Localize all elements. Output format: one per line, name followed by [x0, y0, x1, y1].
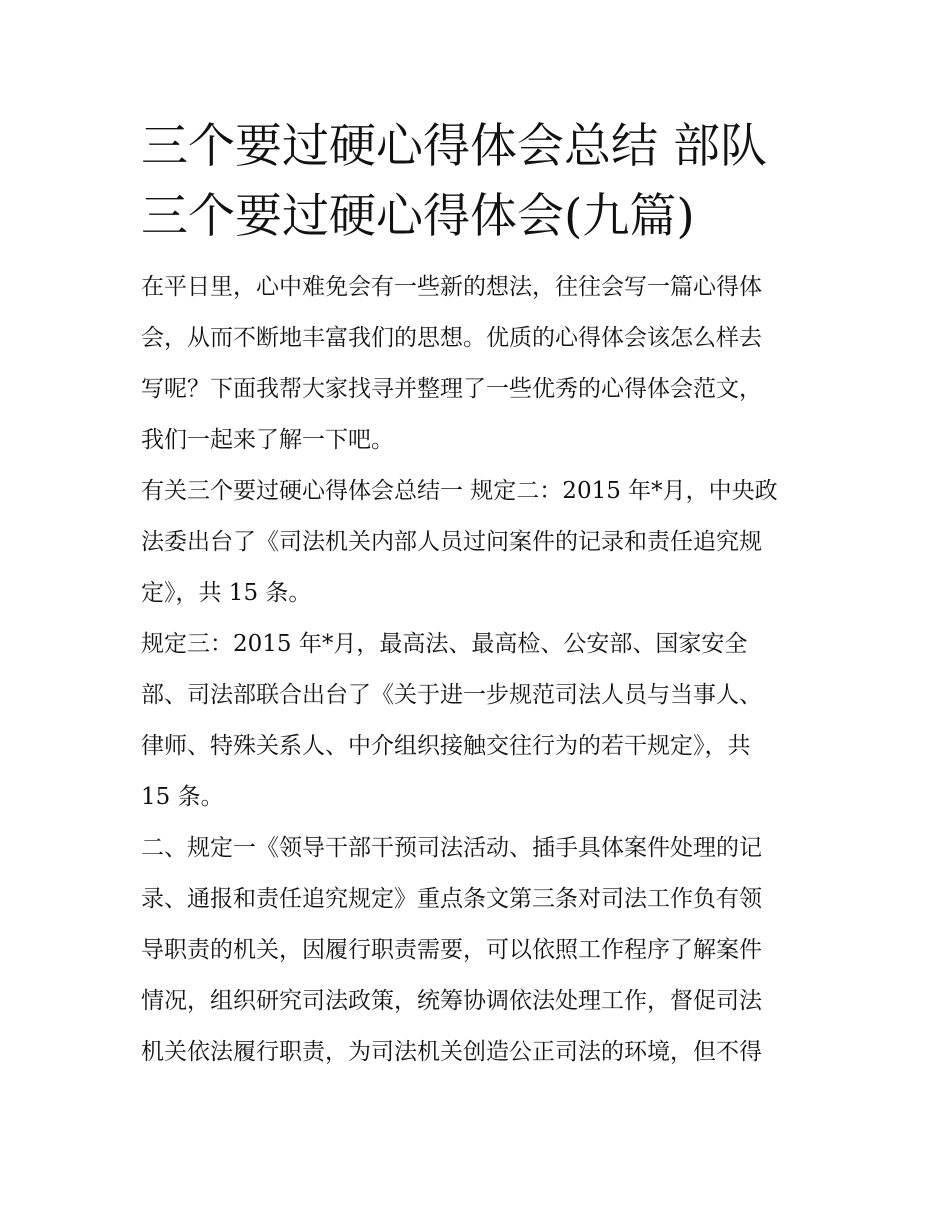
document-page [141, 112, 813, 1078]
text-line: 在平日里，心中难免会有一些新的想法，往往会写一篇心得体 [141, 274, 762, 300]
text-line: 有关三个要过硬心得体会总结一 规定二：2015 年*月，中央政 [141, 478, 778, 504]
text-line: 法委出台了《司法机关内部人员过问案件的记录和责任追究规 [141, 529, 762, 555]
title-line: 三个要过硬心得体会总结 部队 [141, 119, 767, 174]
body-paragraph [141, 619, 813, 823]
document-title [141, 112, 813, 252]
text-line: 部、司法部联合出台了《关于进一步规范司法人员与当事人、 [141, 682, 762, 708]
text-line: 15 条。 [141, 784, 224, 810]
text-line: 律师、特殊关系人、中介组织接触交往行为的若干规定》，共 [141, 733, 751, 759]
text-line: 情况，组织研究司法政策，统筹协调依法处理工作，督促司法 [141, 988, 762, 1014]
text-line: 录、通报和责任追究规定》重点条文第三条对司法工作负有领 [141, 886, 762, 912]
text-line: 写呢？下面我帮大家找寻并整理了一些优秀的心得体会范文， [141, 376, 762, 402]
intro-paragraph [141, 262, 813, 466]
title-line: 三个要过硬心得体会(九篇) [141, 189, 695, 244]
body-paragraph [141, 466, 813, 619]
text-line: 二、规定一《领导干部干预司法活动、插手具体案件处理的记 [141, 835, 762, 861]
body-paragraph [141, 823, 813, 1078]
text-line: 会，从而不断地丰富我们的思想。优质的心得体会该怎么样去 [141, 325, 762, 351]
text-line: 机关依法履行职责，为司法机关创造公正司法的环境，但不得 [141, 1039, 762, 1065]
text-line: 规定三：2015 年*月，最高法、最高检、公安部、国家安全 [141, 631, 748, 657]
text-line: 我们一起来了解一下吧。 [141, 427, 394, 453]
text-line: 导职责的机关，因履行职责需要，可以依照工作程序了解案件 [141, 937, 762, 963]
text-line: 定》，共 15 条。 [141, 580, 312, 606]
